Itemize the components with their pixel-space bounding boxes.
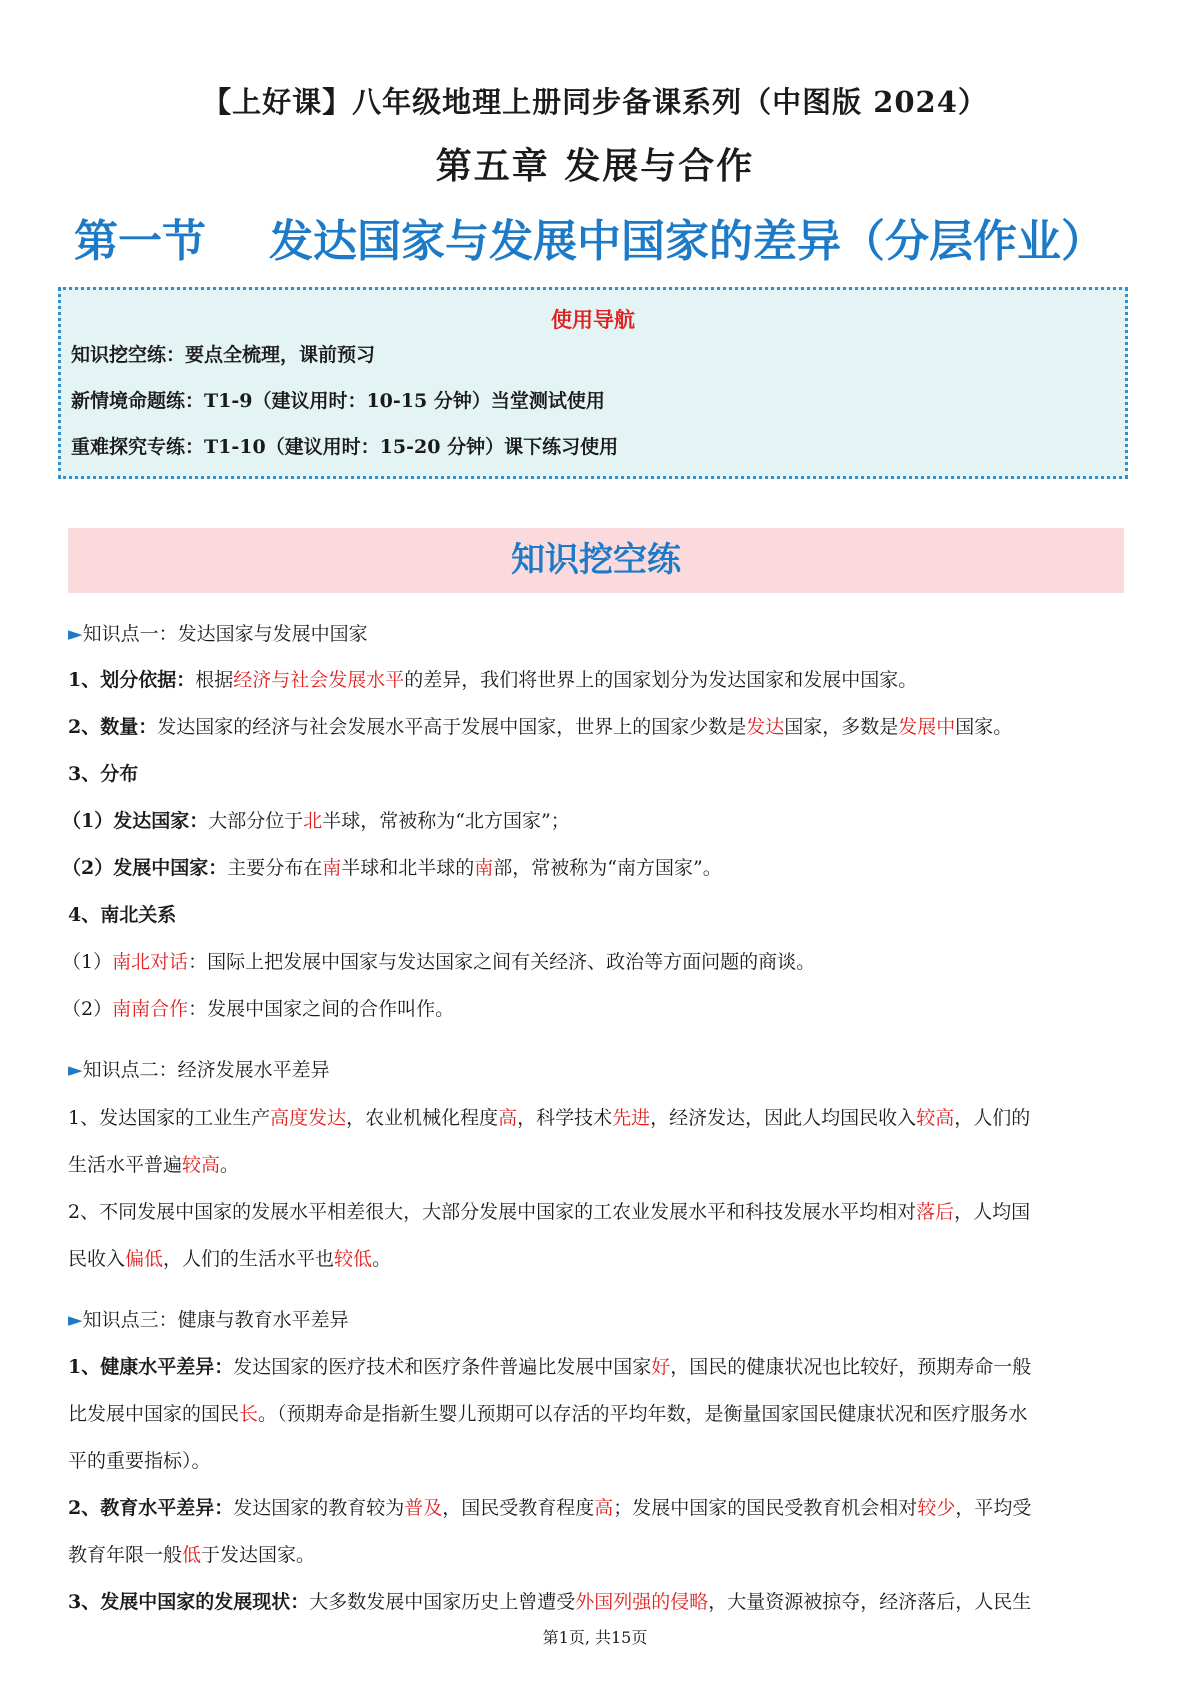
kp1-heading bbox=[68, 619, 1124, 646]
text: 部，常被称为“南方国家”。 bbox=[493, 857, 722, 879]
answer: 较低 bbox=[334, 1248, 373, 1270]
text: 。 bbox=[372, 1248, 392, 1270]
text: 根据 bbox=[195, 669, 234, 691]
text: 。（预期寿命是指新生婴儿预期可以存活的平均年数，是衡量国家国民健康状况和医疗服务水 bbox=[258, 1403, 1028, 1425]
text: ：发展中国家之间的合作叫作。 bbox=[188, 998, 455, 1020]
answer: 南 bbox=[322, 857, 342, 879]
label: 1、健康水平差异： bbox=[68, 1356, 234, 1378]
answer: 发达 bbox=[746, 716, 785, 738]
text: ，人们的 bbox=[954, 1107, 1031, 1129]
text: 于发达国家。 bbox=[201, 1544, 316, 1566]
kp2-heading bbox=[68, 1055, 1124, 1082]
text: 半球和北半球的 bbox=[341, 857, 475, 879]
answer: 发展中 bbox=[898, 716, 956, 738]
kp1-line-6 bbox=[68, 900, 1124, 927]
text: ；发展中国家的国民受教育机会相对 bbox=[613, 1497, 918, 1519]
text: ，国民受教育程度 bbox=[442, 1497, 595, 1519]
text: ，农业机械化程度 bbox=[346, 1107, 499, 1129]
kp3-para-2-cont bbox=[68, 1540, 1124, 1567]
chapter-title: 第五章 发展与合作 bbox=[435, 146, 755, 187]
kp3-para-2 bbox=[68, 1493, 1124, 1520]
answer: 南南合作 bbox=[112, 998, 189, 1020]
kp3-heading-text: 知识点三：健康与教育水平差异 bbox=[82, 1309, 349, 1331]
text: ，经济发达，因此人均国民收入 bbox=[650, 1107, 917, 1129]
text: 大部分位于 bbox=[208, 810, 304, 832]
kp1-line-8 bbox=[62, 994, 1118, 1021]
kp2-para-2-cont bbox=[68, 1244, 1124, 1271]
answer: 长 bbox=[239, 1403, 259, 1425]
text: 半球，常被称为“北方国家”； bbox=[322, 810, 570, 832]
answer: 普及 bbox=[404, 1497, 443, 1519]
answer: 南 bbox=[474, 857, 494, 879]
nav-line: 知识挖空练：要点全梳理，课前预习 bbox=[71, 344, 376, 366]
text: 1、发达国家的工业生产 bbox=[68, 1107, 271, 1129]
label: 2、教育水平差异： bbox=[68, 1497, 234, 1519]
text: 比发展中国家的国民 bbox=[68, 1403, 240, 1425]
section-name: 发达国家与发展中国家的差异（分层作业） bbox=[269, 216, 1105, 267]
label: （2）发展中国家： bbox=[62, 857, 228, 879]
label: （1）发达国家： bbox=[62, 810, 209, 832]
kp3-para-1-cont2 bbox=[68, 1446, 1124, 1473]
text: 民收入 bbox=[68, 1248, 126, 1270]
kp2-para-1 bbox=[68, 1103, 1124, 1130]
text: 大多数发展中国家历史上曾遭受 bbox=[309, 1591, 576, 1613]
kp2-heading-text: 知识点二：经济发展水平差异 bbox=[82, 1059, 330, 1081]
answer: 高 bbox=[498, 1107, 518, 1129]
nav-line: 新情境命题练：T1-9（建议用时：10-15 分钟）当堂测试使用 bbox=[71, 390, 605, 412]
kp1-line-7 bbox=[62, 947, 1118, 974]
kp1-line-1 bbox=[68, 665, 1124, 692]
text: 发达国家的医疗技术和医疗条件普遍比发展中国家 bbox=[233, 1356, 652, 1378]
answer: 偏低 bbox=[125, 1248, 164, 1270]
triangle-bullet-icon: ► bbox=[68, 1309, 83, 1331]
kp2-para-1-cont bbox=[68, 1150, 1124, 1177]
text: 的差异，我们将世界上的国家划分为发达国家和发展中国家。 bbox=[404, 669, 918, 691]
text: ，人均国 bbox=[954, 1201, 1031, 1223]
answer: 较高 bbox=[182, 1154, 221, 1176]
text: 生活水平普遍 bbox=[68, 1154, 183, 1176]
answer: 落后 bbox=[916, 1201, 955, 1223]
text: 国家，多数是 bbox=[784, 716, 899, 738]
kp1-line-3 bbox=[68, 759, 1124, 786]
answer: 较少 bbox=[917, 1497, 956, 1519]
kp3-para-1 bbox=[68, 1352, 1124, 1379]
answer: 好 bbox=[651, 1356, 671, 1378]
text: 。 bbox=[220, 1154, 240, 1176]
text: （1） bbox=[62, 951, 113, 973]
text: ，人们的生活水平也 bbox=[163, 1248, 335, 1270]
kp1-heading-text: 知识点一：发达国家与发展中国家 bbox=[82, 623, 368, 645]
triangle-bullet-icon: ► bbox=[68, 623, 83, 645]
text: 发达国家的经济与社会发展水平高于发展中国家，世界上的国家少数是 bbox=[157, 716, 747, 738]
text: ，科学技术 bbox=[517, 1107, 613, 1129]
answer: 高 bbox=[594, 1497, 614, 1519]
text: ，平均受 bbox=[955, 1497, 1032, 1519]
answer: 经济与社会发展水平 bbox=[233, 669, 405, 691]
answer: 低 bbox=[182, 1544, 202, 1566]
usage-navigation-box bbox=[58, 287, 1128, 479]
label: 4、南北关系 bbox=[68, 904, 177, 926]
label: 3、分布 bbox=[68, 763, 139, 785]
answer: 北 bbox=[303, 810, 323, 832]
label: 3、发展中国家的发展现状： bbox=[68, 1591, 310, 1613]
nav-line: 重难探究专练：T1-10（建议用时：15-20 分钟）课下练习使用 bbox=[71, 436, 619, 458]
text: ，国民的健康状况也比较好，预期寿命一般 bbox=[670, 1356, 1032, 1378]
text: 平的重要指标）。 bbox=[68, 1450, 211, 1472]
kp1-line-4 bbox=[62, 806, 1118, 833]
text: 国家。 bbox=[955, 716, 1013, 738]
triangle-bullet-icon: ► bbox=[68, 1059, 83, 1081]
kp3-para-1-cont bbox=[68, 1399, 1124, 1426]
nav-heading: 使用导航 bbox=[551, 308, 635, 332]
kp2-para-2 bbox=[68, 1197, 1124, 1224]
series-title: 【上好课】八年级地理上册同步备课系列（中图版 2024） bbox=[202, 85, 988, 119]
answer: 南北对话 bbox=[112, 951, 189, 973]
kp3-para-3 bbox=[68, 1587, 1124, 1614]
text: （2） bbox=[62, 998, 113, 1020]
label: 1、划分依据： bbox=[68, 669, 196, 691]
page-number: 第1页, 共15页 bbox=[542, 1628, 648, 1647]
section-title bbox=[74, 205, 1134, 269]
text: ，大量资源被掠夺，经济落后，人民生 bbox=[708, 1591, 1032, 1613]
kp1-line-2 bbox=[68, 712, 1124, 739]
text: 教育年限一般 bbox=[68, 1544, 183, 1566]
knowledge-banner: 知识挖空练 bbox=[68, 528, 1124, 593]
label: 2、数量： bbox=[68, 716, 158, 738]
answer: 较高 bbox=[916, 1107, 955, 1129]
text: 2、不同发展中国家的发展水平相差很大，大部分发展中国家的工农业发展水平和科技发展水平均相对 bbox=[68, 1201, 917, 1223]
answer: 外国列强的侵略 bbox=[575, 1591, 709, 1613]
text: 主要分布在 bbox=[227, 857, 323, 879]
section-number: 第一节 bbox=[74, 216, 206, 267]
text: 发达国家的教育较为 bbox=[233, 1497, 405, 1519]
kp3-heading bbox=[68, 1305, 1124, 1332]
answer: 先进 bbox=[612, 1107, 651, 1129]
text: ：国际上把发展中国家与发达国家之间有关经济、政治等方面问题的商谈。 bbox=[188, 951, 816, 973]
answer: 高度发达 bbox=[270, 1107, 347, 1129]
kp1-line-5 bbox=[62, 853, 1118, 880]
